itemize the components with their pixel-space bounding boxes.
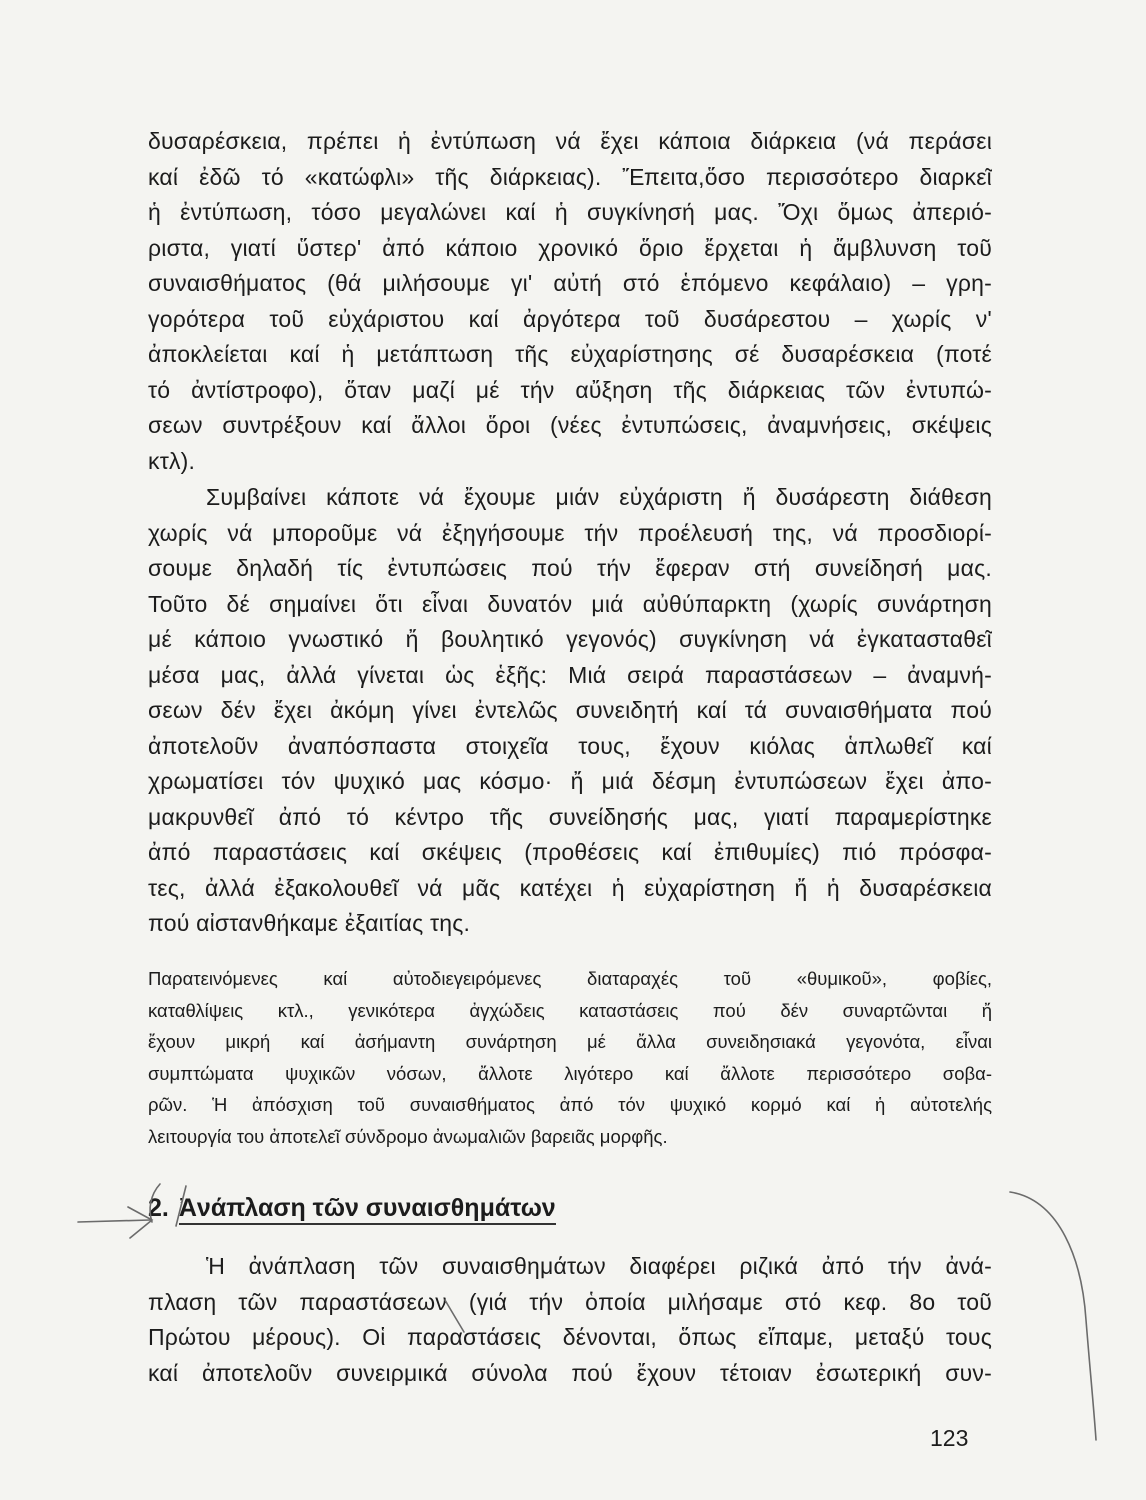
- pencil-arrow-head: [128, 1207, 152, 1238]
- text-line: χρωματίσει τόν ψυχικό μας κόσμο· ἤ μιά δέσμη ἐντυπώσεων ἔχει ἀπο-: [148, 768, 992, 794]
- text-line: χωρίς νά μποροῦμε νά ἐξηγήσουμε τήν προέλευσή της, νά προσδιορί-: [148, 519, 992, 546]
- text-line: Ἡ ἀνάπλαση τῶν συναισθημάτων διαφέρει ριζικά ἀπό τήν ἀνά-: [206, 1253, 992, 1279]
- text-line: καί ἀποτελοῦν συνειρμικά σύνολα πού ἔχουν τέτοιαν ἐσωτερική συν-: [148, 1359, 992, 1386]
- section-number: 2.: [148, 1194, 169, 1222]
- pencil-margin-curve: [1010, 1192, 1096, 1440]
- note-line: λειτουργία του ἀποτελεῖ σύνδρομο ἀνωμαλιῶν βαρειᾶς μορφῆς.: [148, 1125, 668, 1147]
- text-line: ἀποτελοῦν ἀναπόσπαστα στοιχεῖα τους, ἔχουν κιόλας ἁπλωθεῖ καί: [148, 732, 992, 759]
- text-line: Πρώτου μέρους). Οἱ παραστάσεις δένονται, ὅπως εἴπαμε, μεταξύ τους: [148, 1324, 992, 1350]
- text-line: κτλ).: [148, 447, 196, 474]
- pencil-bracket-stroke: [150, 1184, 186, 1226]
- pencil-underline: [445, 1300, 464, 1332]
- text-line: σουμε δηλαδή τίς ἐντυπώσεις πού τήν ἔφεραν στή συνείδησή μας.: [148, 555, 992, 581]
- text-line: σεων δέν ἔχει ἀκόμη γίνει ἐντελῶς συνειδητή καί τά συναισθήματα πού: [148, 697, 992, 723]
- note-line: ρῶν. Ἡ ἀπόσχιση τοῦ συναισθήματος ἀπό τόν ψυχικό κορμό καί ἡ αὐτοτελής: [148, 1094, 992, 1115]
- text-line: μακρυνθεῖ ἀπό τό κέντρο τῆς συνείδησής μας, γιατί παραμερίστηκε: [148, 803, 992, 830]
- text-line: μέ κάποιο γνωστικό ἤ βουλητικό γεγονός) συγκίνηση νά ἐγκατασταθεῖ: [148, 626, 992, 652]
- note-line: καταθλίψεις κτλ., γενικότερα ἀγχώδεις καταστάσεις πού δέν συναρτῶνται ἤ: [148, 999, 992, 1021]
- text-line: συναισθήματος (θά μιλήσουμε γι' αὐτή στό ἑπόμενο κεφάλαιο) – γρη-: [148, 270, 992, 296]
- note-line: Παρατεινόμενες καί αὐτοδιεγειρόμενες διαταραχές τοῦ «θυμικοῦ», φοβίες,: [148, 968, 992, 989]
- text-line: Συμβαίνει κάποτε νά ἔχουμε μιάν εὐχάριστη ἤ δυσάρεστη διάθεση: [206, 484, 992, 510]
- text-line: ριστα, γιατί ὕστερ' ἀπό κάποιο χρονικό ὅριο ἔρχεται ἡ ἄμβλυνση τοῦ: [148, 234, 992, 261]
- text-line: καί ἐδῶ τό «κατώφλι» τῆς διάρκειας). Ἔπειτα,ὅσο περισσότερο διαρκεῖ: [148, 163, 992, 190]
- text-line: δυσαρέσκεια, πρέπει ἡ ἐντύπωση νά ἔχει κάποια διάρκεια (νά περάσει: [148, 128, 992, 154]
- text-line: ἡ ἐντύπωση, τόσο μεγαλώνει καί ἡ συγκίνησή μας. Ὄχι ὅμως ἀπεριό-: [148, 199, 992, 225]
- text-line: τό ἀντίστροφο), ὅταν μαζί μέ τήν αὔξηση τῆς διάρκειας τῶν ἐντυπώ-: [148, 376, 992, 403]
- text-line: ἀποκλείεται καί ἡ μετάπτωση τῆς εὐχαρίστησης σέ δυσαρέσκεια (ποτέ: [148, 341, 992, 367]
- text-line: μέσα μας, ἀλλά γίνεται ὡς ἑξῆς: Μιά σειρά παραστάσεων – ἀναμνή-: [148, 661, 992, 688]
- section-title: Ἀνάπλαση τῶν συναισθημάτων: [179, 1193, 556, 1225]
- text-line: πλαση τῶν παραστάσεων (γιά τήν ὁποία μιλήσαμε στό κεφ. 8ο τοῦ: [148, 1288, 992, 1315]
- text-line: γορότερα τοῦ εὐχάριστου καί ἀργότερα τοῦ δυσάρεστου – χωρίς ν': [148, 305, 992, 332]
- text-line: σεων συντρέξουν καί ἄλλοι ὅροι (νέες ἐντυπώσεις, ἀναμνήσεις, σκέψεις: [148, 412, 992, 438]
- page-number: 123: [930, 1425, 969, 1451]
- text-line: ἀπό παραστάσεις καί σκέψεις (προθέσεις καί ἐπιθυμίες) πιό πρόσφα-: [148, 839, 992, 865]
- text-line: τες, ἀλλά ἐξακολουθεῖ νά μᾶς κατέχει ἡ εὐχαρίστηση ἤ ἡ δυσαρέσκεια: [148, 874, 992, 901]
- text-line: πού αἰστανθήκαμε ἐξαιτίας της.: [148, 910, 471, 936]
- pencil-arrow-shaft: [78, 1220, 150, 1222]
- note-line: συμπτώματα ψυχικῶν νόσων, ἄλλοτε λιγότερο καί ἄλλοτε περισσότερο σοβα-: [148, 1062, 992, 1084]
- text-line: Τοῦτο δέ σημαίνει ὅτι εἶναι δυνατόν μιά αὐθύπαρκτη (χωρίς συνάρτηση: [148, 590, 992, 617]
- note-line: ἔχουν μικρή καί ἀσήμαντη συνάρτηση μέ ἄλλα συνειδησιακά γεγονότα, εἶναι: [148, 1031, 992, 1052]
